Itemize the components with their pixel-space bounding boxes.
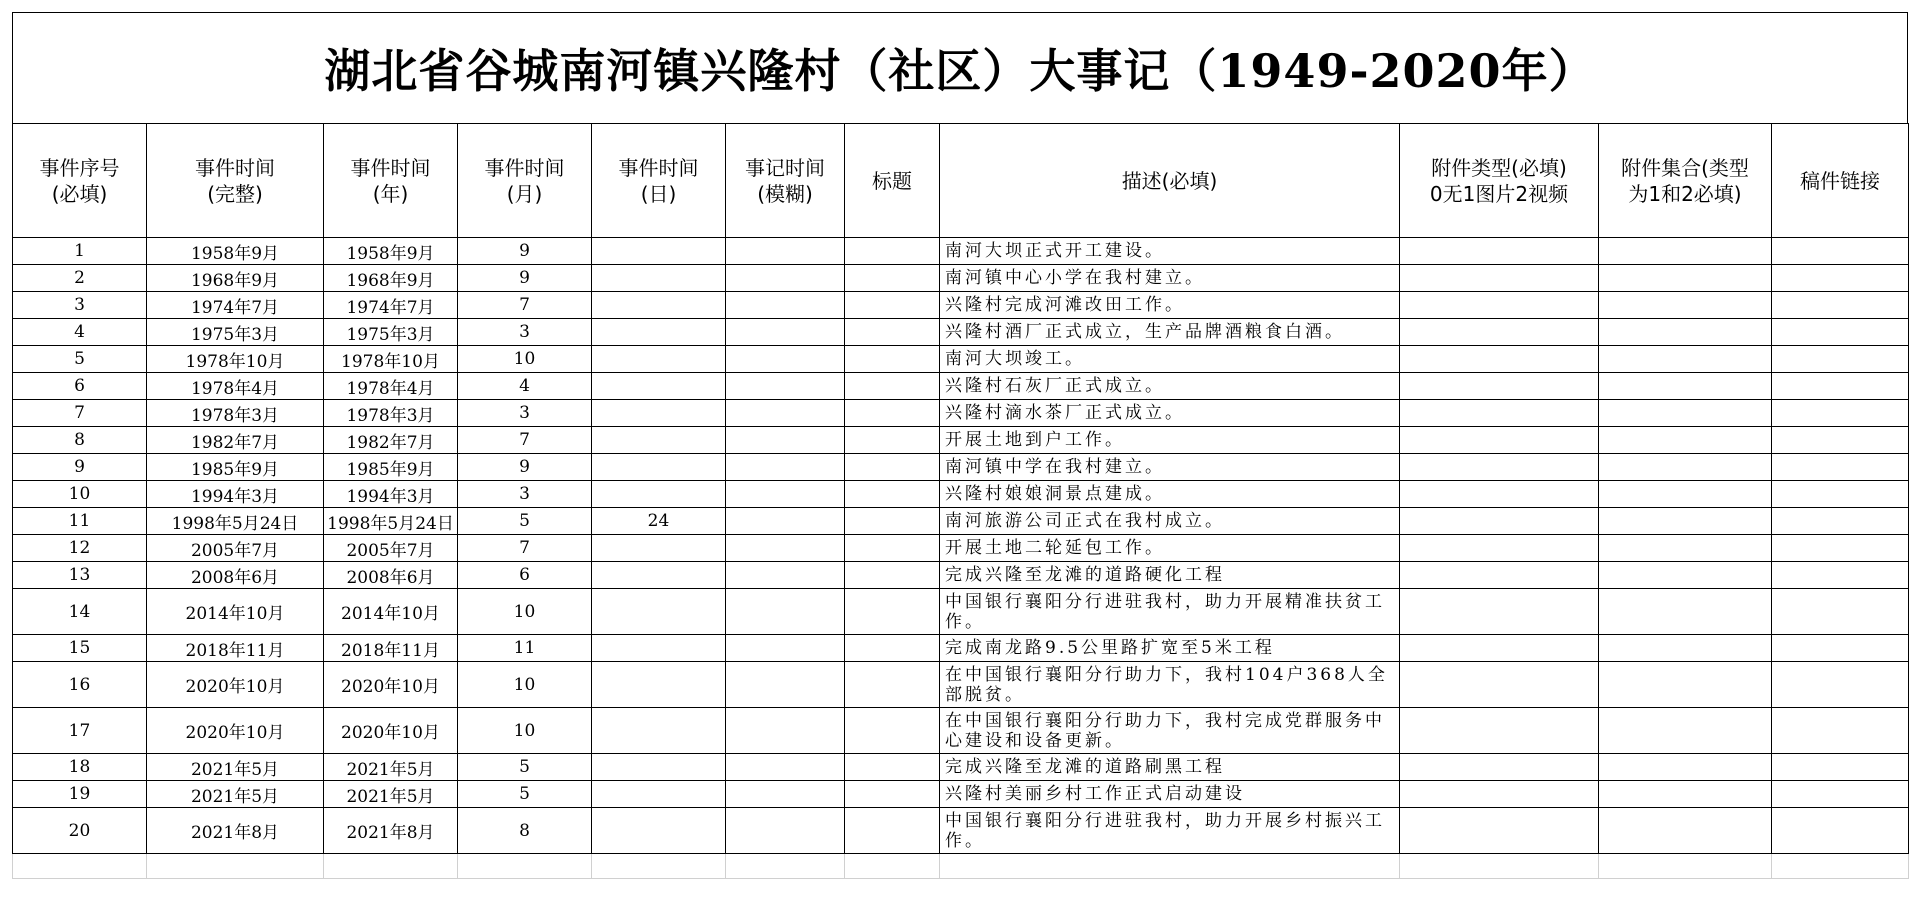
cell-link[interactable] (1772, 781, 1909, 808)
cell-title[interactable] (845, 454, 940, 481)
cell-attachment-type[interactable] (1400, 400, 1599, 427)
cell-day[interactable] (592, 346, 726, 373)
cell-year[interactable]: 1978年4月 (324, 373, 458, 400)
cell-full-time[interactable]: 1968年9月 (147, 265, 324, 292)
cell-full-time[interactable]: 1985年9月 (147, 454, 324, 481)
cell-event-number[interactable]: 2 (13, 265, 147, 292)
cell-description[interactable]: 南河旅游公司正式在我村成立。 (940, 508, 1400, 535)
cell-full-time[interactable]: 1998年5月24日 (147, 508, 324, 535)
cell-description[interactable]: 在中国银行襄阳分行助力下，我村104户368人全部脱贫。 (940, 662, 1400, 708)
cell-event-number[interactable]: 16 (13, 662, 147, 708)
cell-month[interactable]: 7 (458, 427, 592, 454)
cell-full-time[interactable]: 1978年10月 (147, 346, 324, 373)
cell-title[interactable] (845, 373, 940, 400)
cell-year[interactable]: 1998年5月24日 (324, 508, 458, 535)
cell-attachment-set[interactable] (1599, 454, 1772, 481)
cell-year[interactable]: 1982年7月 (324, 427, 458, 454)
cell-month[interactable]: 6 (458, 562, 592, 589)
cell-day[interactable] (592, 781, 726, 808)
cell-day[interactable] (592, 265, 726, 292)
empty-row (13, 854, 1909, 879)
cell-event-number[interactable]: 4 (13, 319, 147, 346)
cell-event-number[interactable]: 9 (13, 454, 147, 481)
cell-event-number[interactable]: 19 (13, 781, 147, 808)
cell-attachment-type[interactable] (1400, 708, 1599, 754)
cell-link[interactable] (1772, 238, 1909, 265)
header-col-attachment-set[interactable] (1599, 124, 1772, 238)
table-body (13, 238, 1909, 879)
cell-description[interactable]: 兴隆村娘娘洞景点建成。 (940, 481, 1400, 508)
cell-link[interactable] (1772, 708, 1909, 754)
table-row (13, 508, 1909, 535)
cell-day[interactable]: 24 (592, 508, 726, 535)
cell-link[interactable] (1772, 562, 1909, 589)
cell-link[interactable] (1772, 589, 1909, 635)
cell-month[interactable]: 3 (458, 481, 592, 508)
cell-title[interactable] (845, 708, 940, 754)
table-row (13, 562, 1909, 589)
header-col-year[interactable] (324, 124, 458, 238)
cell-day[interactable] (592, 635, 726, 662)
table-row (13, 400, 1909, 427)
cell-day[interactable] (592, 662, 726, 708)
cell-attachment-set[interactable] (1599, 708, 1772, 754)
table-row (13, 781, 1909, 808)
cell-link[interactable] (1772, 346, 1909, 373)
cell-day[interactable] (592, 454, 726, 481)
cell-day[interactable] (592, 708, 726, 754)
cell-day[interactable] (592, 400, 726, 427)
cell-year[interactable]: 2020年10月 (324, 708, 458, 754)
cell-link[interactable] (1772, 481, 1909, 508)
cell-link[interactable] (1772, 319, 1909, 346)
cell-full-time[interactable]: 1975年3月 (147, 319, 324, 346)
header-label: 事件时间 (618, 155, 699, 180)
page-title: 湖北省谷城南河镇兴隆村（社区）大事记（1949-2020年） (324, 44, 1596, 98)
cell-description[interactable]: 在中国银行襄阳分行助力下，我村完成党群服务中心建设和设备更新。 (940, 708, 1400, 754)
cell-event-number[interactable]: 5 (13, 346, 147, 373)
cell-title[interactable] (845, 589, 940, 635)
cell-title[interactable] (845, 535, 940, 562)
cell-description[interactable]: 完成兴隆至龙滩的道路硬化工程 (940, 562, 1400, 589)
cell-description[interactable]: 兴隆村完成河滩改田工作。 (940, 292, 1400, 319)
header-row (13, 124, 1909, 238)
cell-attachment-type[interactable] (1400, 481, 1599, 508)
cell-day[interactable] (592, 481, 726, 508)
cell-year[interactable]: 2005年7月 (324, 535, 458, 562)
cell-fuzzy-time[interactable] (726, 535, 845, 562)
cell-year[interactable]: 2008年6月 (324, 562, 458, 589)
empty-cell[interactable] (324, 854, 458, 879)
cell-full-time[interactable]: 1958年9月 (147, 238, 324, 265)
cell-full-time[interactable]: 1978年3月 (147, 400, 324, 427)
cell-link[interactable] (1772, 635, 1909, 662)
empty-cell[interactable] (592, 854, 726, 879)
cell-attachment-type[interactable] (1400, 781, 1599, 808)
cell-title[interactable] (845, 427, 940, 454)
cell-month[interactable]: 3 (458, 319, 592, 346)
cell-event-number[interactable]: 15 (13, 635, 147, 662)
header-label: 事件时间 (350, 155, 431, 180)
cell-day[interactable] (592, 373, 726, 400)
cell-description[interactable]: 兴隆村滴水茶厂正式成立。 (940, 400, 1400, 427)
header-label: 附件类型(必填) (1431, 155, 1567, 180)
cell-attachment-set[interactable] (1599, 481, 1772, 508)
header-label: 事件时间 (484, 155, 565, 180)
cell-year[interactable]: 1968年9月 (324, 265, 458, 292)
cell-month[interactable]: 7 (458, 292, 592, 319)
cell-fuzzy-time[interactable] (726, 400, 845, 427)
cell-attachment-type[interactable] (1400, 427, 1599, 454)
table-row (13, 589, 1909, 635)
cell-link[interactable] (1772, 427, 1909, 454)
cell-full-time[interactable]: 2021年8月 (147, 808, 324, 854)
cell-attachment-set[interactable] (1599, 781, 1772, 808)
cell-attachment-type[interactable] (1400, 454, 1599, 481)
cell-event-number[interactable]: 11 (13, 508, 147, 535)
empty-cell[interactable] (147, 854, 324, 879)
cell-day[interactable] (592, 589, 726, 635)
cell-link[interactable] (1772, 400, 1909, 427)
cell-full-time[interactable]: 2020年10月 (147, 662, 324, 708)
header-col-description[interactable] (940, 124, 1400, 238)
cell-attachment-set[interactable] (1599, 265, 1772, 292)
cell-day[interactable] (592, 754, 726, 781)
empty-cell[interactable] (458, 854, 592, 879)
table-row (13, 373, 1909, 400)
table-row (13, 319, 1909, 346)
cell-description[interactable]: 兴隆村美丽乡村工作正式启动建设 (940, 781, 1400, 808)
cell-day[interactable] (592, 808, 726, 854)
cell-month[interactable]: 8 (458, 808, 592, 854)
cell-month[interactable]: 10 (458, 589, 592, 635)
cell-full-time[interactable]: 1974年7月 (147, 292, 324, 319)
cell-event-number[interactable]: 12 (13, 535, 147, 562)
cell-attachment-type[interactable] (1400, 373, 1599, 400)
cell-month[interactable]: 4 (458, 373, 592, 400)
cell-event-number[interactable]: 20 (13, 808, 147, 854)
cell-link[interactable] (1772, 454, 1909, 481)
cell-attachment-set[interactable] (1599, 562, 1772, 589)
cell-event-number[interactable]: 8 (13, 427, 147, 454)
cell-year[interactable]: 1994年3月 (324, 481, 458, 508)
header-label: (年) (372, 181, 409, 206)
cell-attachment-type[interactable] (1400, 562, 1599, 589)
cell-month[interactable]: 5 (458, 508, 592, 535)
cell-attachment-type[interactable] (1400, 662, 1599, 708)
header-col-day[interactable] (592, 124, 726, 238)
cell-description[interactable]: 开展土地到户工作。 (940, 427, 1400, 454)
cell-fuzzy-time[interactable] (726, 373, 845, 400)
empty-cell[interactable] (726, 854, 845, 879)
cell-fuzzy-time[interactable] (726, 508, 845, 535)
cell-title[interactable] (845, 346, 940, 373)
cell-attachment-set[interactable] (1599, 662, 1772, 708)
cell-title[interactable] (845, 635, 940, 662)
cell-attachment-set[interactable] (1599, 535, 1772, 562)
cell-month[interactable]: 10 (458, 346, 592, 373)
cell-description[interactable]: 完成兴隆至龙滩的道路刷黑工程 (940, 754, 1400, 781)
empty-cell[interactable] (1599, 854, 1772, 879)
header-col-fuzzy-time[interactable] (726, 124, 845, 238)
cell-attachment-type[interactable] (1400, 635, 1599, 662)
table-row (13, 808, 1909, 854)
cell-attachment-type[interactable] (1400, 319, 1599, 346)
cell-attachment-type[interactable] (1400, 508, 1599, 535)
header-label: (月) (506, 181, 543, 206)
cell-event-number[interactable]: 1 (13, 238, 147, 265)
cell-event-number[interactable]: 7 (13, 400, 147, 427)
header-col-title[interactable] (845, 124, 940, 238)
header-label: (日) (640, 181, 677, 206)
cell-event-number[interactable]: 6 (13, 373, 147, 400)
cell-title[interactable] (845, 265, 940, 292)
cell-fuzzy-time[interactable] (726, 292, 845, 319)
cell-link[interactable] (1772, 754, 1909, 781)
cell-day[interactable] (592, 562, 726, 589)
cell-year[interactable]: 2021年8月 (324, 808, 458, 854)
cell-event-number[interactable]: 18 (13, 754, 147, 781)
header-col-month[interactable] (458, 124, 592, 238)
cell-description[interactable]: 兴隆村酒厂正式成立，生产品牌酒粮食白酒。 (940, 319, 1400, 346)
empty-cell[interactable] (13, 854, 147, 879)
cell-full-time[interactable]: 2005年7月 (147, 535, 324, 562)
cell-month[interactable]: 9 (458, 454, 592, 481)
cell-year[interactable]: 1974年7月 (324, 292, 458, 319)
cell-day[interactable] (592, 238, 726, 265)
empty-cell[interactable] (940, 854, 1400, 879)
cell-day[interactable] (592, 427, 726, 454)
cell-event-number[interactable]: 3 (13, 292, 147, 319)
table-row (13, 481, 1909, 508)
cell-month[interactable]: 5 (458, 781, 592, 808)
cell-description[interactable]: 南河镇中心小学在我村建立。 (940, 265, 1400, 292)
header-col-link[interactable] (1772, 124, 1909, 238)
cell-attachment-type[interactable] (1400, 808, 1599, 854)
header-label: (模糊) (757, 181, 813, 206)
cell-full-time[interactable]: 2008年6月 (147, 562, 324, 589)
cell-year[interactable]: 1975年3月 (324, 319, 458, 346)
cell-full-time[interactable]: 1994年3月 (147, 481, 324, 508)
header-label: (必填) (51, 181, 108, 206)
table-row (13, 238, 1909, 265)
cell-day[interactable] (592, 319, 726, 346)
title-cell[interactable] (12, 12, 1908, 123)
cell-link[interactable] (1772, 292, 1909, 319)
cell-event-number[interactable]: 10 (13, 481, 147, 508)
cell-title[interactable] (845, 754, 940, 781)
cell-year[interactable]: 1978年3月 (324, 400, 458, 427)
table-row (13, 265, 1909, 292)
cell-day[interactable] (592, 292, 726, 319)
cell-month[interactable]: 10 (458, 662, 592, 708)
cell-fuzzy-time[interactable] (726, 662, 845, 708)
cell-description[interactable]: 兴隆村石灰厂正式成立。 (940, 373, 1400, 400)
header-label: 标题 (872, 168, 912, 193)
cell-fuzzy-time[interactable] (726, 708, 845, 754)
cell-year[interactable]: 2018年11月 (324, 635, 458, 662)
cell-fuzzy-time[interactable] (726, 319, 845, 346)
cell-attachment-set[interactable] (1599, 427, 1772, 454)
header-label: 事记时间 (745, 155, 825, 180)
table-row (13, 454, 1909, 481)
cell-month[interactable]: 9 (458, 265, 592, 292)
cell-title[interactable] (845, 508, 940, 535)
cell-full-time[interactable]: 2020年10月 (147, 708, 324, 754)
empty-cell[interactable] (1400, 854, 1599, 879)
cell-attachment-set[interactable] (1599, 373, 1772, 400)
cell-description[interactable]: 中国银行襄阳分行进驻我村，助力开展精准扶贫工作。 (940, 589, 1400, 635)
cell-link[interactable] (1772, 535, 1909, 562)
cell-fuzzy-time[interactable] (726, 346, 845, 373)
cell-link[interactable] (1772, 662, 1909, 708)
cell-fuzzy-time[interactable] (726, 238, 845, 265)
cell-title[interactable] (845, 238, 940, 265)
cell-year[interactable]: 2014年10月 (324, 589, 458, 635)
cell-attachment-set[interactable] (1599, 400, 1772, 427)
cell-attachment-set[interactable] (1599, 808, 1772, 854)
table-row (13, 346, 1909, 373)
cell-fuzzy-time[interactable] (726, 562, 845, 589)
cell-attachment-type[interactable] (1400, 346, 1599, 373)
header-col-attachment-type[interactable] (1400, 124, 1599, 238)
header-label: 事件时间 (195, 155, 275, 180)
cell-title[interactable] (845, 481, 940, 508)
table-row (13, 535, 1909, 562)
cell-fuzzy-time[interactable] (726, 754, 845, 781)
cell-full-time[interactable]: 2021年5月 (147, 754, 324, 781)
cell-full-time[interactable]: 2018年11月 (147, 635, 324, 662)
cell-attachment-set[interactable] (1599, 319, 1772, 346)
cell-title[interactable] (845, 562, 940, 589)
header-label: 稿件链接 (1800, 168, 1880, 193)
empty-cell[interactable] (1772, 854, 1909, 879)
cell-description[interactable]: 南河大坝正式开工建设。 (940, 238, 1400, 265)
empty-cell[interactable] (845, 854, 940, 879)
cell-description[interactable]: 中国银行襄阳分行进驻我村，助力开展乡村振兴工作。 (940, 808, 1400, 854)
cell-title[interactable] (845, 662, 940, 708)
table-row (13, 662, 1909, 708)
cell-fuzzy-time[interactable] (726, 808, 845, 854)
header-col-full-time[interactable] (147, 124, 324, 238)
cell-title[interactable] (845, 292, 940, 319)
cell-month[interactable]: 5 (458, 754, 592, 781)
spreadsheet (12, 12, 1908, 879)
cell-year[interactable]: 1978年10月 (324, 346, 458, 373)
header-label: 0无1图片2视频 (1429, 181, 1569, 206)
cell-event-number[interactable]: 13 (13, 562, 147, 589)
cell-month[interactable]: 7 (458, 535, 592, 562)
cell-title[interactable] (845, 319, 940, 346)
cell-attachment-set[interactable] (1599, 346, 1772, 373)
cell-attachment-set[interactable] (1599, 508, 1772, 535)
cell-attachment-type[interactable] (1400, 754, 1599, 781)
cell-fuzzy-time[interactable] (726, 481, 845, 508)
cell-fuzzy-time[interactable] (726, 589, 845, 635)
cell-title[interactable] (845, 808, 940, 854)
header-label: 描述(必填) (1121, 168, 1218, 193)
table-row (13, 708, 1909, 754)
cell-attachment-set[interactable] (1599, 238, 1772, 265)
table-row (13, 754, 1909, 781)
cell-description[interactable]: 开展土地二轮延包工作。 (940, 535, 1400, 562)
cell-year[interactable]: 2020年10月 (324, 662, 458, 708)
table-row (13, 427, 1909, 454)
cell-attachment-type[interactable] (1400, 535, 1599, 562)
cell-attachment-type[interactable] (1400, 238, 1599, 265)
header-label: 附件集合(类型 (1621, 155, 1749, 180)
cell-attachment-set[interactable] (1599, 589, 1772, 635)
cell-full-time[interactable]: 2014年10月 (147, 589, 324, 635)
cell-description[interactable]: 南河大坝竣工。 (940, 346, 1400, 373)
cell-full-time[interactable]: 1982年7月 (147, 427, 324, 454)
header-label: 为1和2必填) (1628, 181, 1742, 206)
cell-description[interactable]: 南河镇中学在我村建立。 (940, 454, 1400, 481)
cell-fuzzy-time[interactable] (726, 427, 845, 454)
header-col-event-number[interactable] (13, 124, 147, 238)
cell-attachment-set[interactable] (1599, 635, 1772, 662)
cell-month[interactable]: 3 (458, 400, 592, 427)
cell-event-number[interactable]: 17 (13, 708, 147, 754)
cell-year[interactable]: 2021年5月 (324, 754, 458, 781)
cell-month[interactable]: 11 (458, 635, 592, 662)
cell-full-time[interactable]: 2021年5月 (147, 781, 324, 808)
table-row (13, 292, 1909, 319)
cell-month[interactable]: 10 (458, 708, 592, 754)
cell-fuzzy-time[interactable] (726, 635, 845, 662)
cell-link[interactable] (1772, 808, 1909, 854)
events-table (12, 123, 1909, 879)
cell-event-number[interactable]: 14 (13, 589, 147, 635)
cell-attachment-set[interactable] (1599, 754, 1772, 781)
cell-title[interactable] (845, 400, 940, 427)
cell-fuzzy-time[interactable] (726, 454, 845, 481)
cell-fuzzy-time[interactable] (726, 265, 845, 292)
cell-description[interactable]: 完成南龙路9.5公里路扩宽至5米工程 (940, 635, 1400, 662)
cell-attachment-type[interactable] (1400, 265, 1599, 292)
cell-fuzzy-time[interactable] (726, 781, 845, 808)
table-row (13, 635, 1909, 662)
cell-link[interactable] (1772, 508, 1909, 535)
cell-year[interactable]: 2021年5月 (324, 781, 458, 808)
cell-year[interactable]: 1985年9月 (324, 454, 458, 481)
cell-attachment-type[interactable] (1400, 292, 1599, 319)
cell-year[interactable]: 1958年9月 (324, 238, 458, 265)
cell-link[interactable] (1772, 373, 1909, 400)
cell-full-time[interactable]: 1978年4月 (147, 373, 324, 400)
cell-day[interactable] (592, 535, 726, 562)
cell-title[interactable] (845, 781, 940, 808)
cell-attachment-set[interactable] (1599, 292, 1772, 319)
cell-link[interactable] (1772, 265, 1909, 292)
cell-attachment-type[interactable] (1400, 589, 1599, 635)
header-label: 事件序号 (39, 155, 120, 180)
header-label: (完整) (207, 181, 263, 206)
cell-month[interactable]: 9 (458, 238, 592, 265)
